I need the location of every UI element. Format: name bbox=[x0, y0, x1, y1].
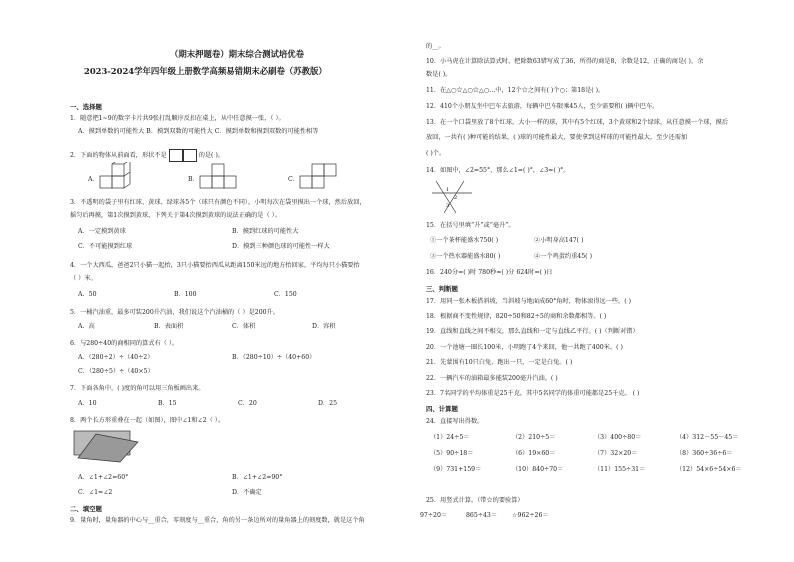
calc-item: （12）54×6÷54×6＝ bbox=[676, 466, 742, 473]
question-19: 19．直线和直线之间不相交，那么直线和一定与直线乙平行。( )（判断对错） bbox=[426, 328, 639, 335]
question-15: 15．在括号里填“升”或“毫升”。 bbox=[426, 222, 515, 229]
question-1-options: A．摸到单数的可能性大 B．摸到双数的可能性大 C．摸到单数和摸到双数的可能性相等 bbox=[78, 128, 319, 135]
cube-figure-a-icon bbox=[98, 162, 158, 194]
angle-label-3: 3 bbox=[446, 203, 450, 209]
q4-option-a: A．50 bbox=[78, 291, 97, 298]
question-4: 4．一个大西瓜，爸爸2只小猫一起抬，3只小猫要抬西瓜从距离150米远的地方抬回家，平均每只小猫要抬 bbox=[70, 262, 360, 269]
q6-option-a: A．（280÷2）÷（40÷2） bbox=[78, 354, 154, 361]
q3-option-c: C．不可能摸到红球 bbox=[78, 243, 133, 250]
cube-figure-c-icon bbox=[298, 162, 358, 194]
calc-item: （5）90÷18＝ bbox=[430, 450, 474, 457]
question-14: 14．如图中，∠2=55°，那么∠1=( )°，∠3=( )°。 bbox=[426, 167, 570, 174]
calc-item: （8）360÷36÷6＝ bbox=[676, 450, 733, 457]
section-choice: 一、选择题 bbox=[70, 103, 102, 111]
angle-label-1: 1 bbox=[446, 187, 450, 193]
question-15-item-4: ④一个鸡蛋约重45( ) bbox=[534, 253, 592, 260]
q8-option-a: A．∠1+∠2=60° bbox=[78, 474, 129, 481]
q7-option-d: D．25 bbox=[318, 400, 338, 407]
q8-option-b: B．∠1+∠2=90° bbox=[232, 474, 283, 481]
vertical-calc-1: 97÷20＝ bbox=[420, 512, 448, 519]
calc-item: （6）19×60＝ bbox=[512, 450, 556, 457]
question-3: 3．不透明的袋子里有红球、黄球、绿球各5个（球只有颜色不同），小明每次在袋里摸出一个球，然后放回， bbox=[70, 199, 366, 206]
section-fill-in: 二、填空题 bbox=[70, 505, 102, 513]
square-shape-icon bbox=[169, 149, 183, 162]
question-15-item-3: ③一个热水器能盛水80( ) bbox=[430, 253, 501, 260]
question-4-line2: （ ）米。 bbox=[70, 275, 97, 282]
exam-subtitle: 2023-2024学年四年级上册数学高频易错期末必刷卷（苏教版） bbox=[84, 66, 327, 76]
q5-option-b: B．表面积 bbox=[154, 323, 184, 330]
q3-option-b: B．摸到红球的可能性大 bbox=[232, 228, 299, 235]
question-13-line2: 放回，一共有( )种可能的结果，( )球的可能性最大，要使拿到这样球的可能性最大，至少还需加 bbox=[426, 134, 688, 141]
q7-option-a: A．10 bbox=[78, 400, 97, 407]
section-true-false: 三、判断题 bbox=[426, 285, 458, 293]
question-6: 6．与280÷40的商相同的算式有（ ）。 bbox=[70, 340, 179, 347]
question-17: 17．用同一张木板搭斜坡，当斜坡与地面成60°角时，物体滚得远一些。( ) bbox=[426, 298, 632, 305]
question-12: 12．410个小朋友坐中巴车去旅游，每辆中巴车限乘45人，至少需要租( )辆中巴车。 bbox=[426, 103, 659, 110]
question-16: 16．240分=( )时 780秒=( )分 624时=( )日 bbox=[426, 269, 553, 276]
q5-option-a: A．高 bbox=[78, 323, 95, 330]
q7-option-b: B．15 bbox=[158, 400, 177, 407]
question-7: 7．下面各角中，( )度的角可以用三角板画出来。 bbox=[70, 385, 205, 392]
q3-option-a: A．一定摸到黄球 bbox=[78, 228, 126, 235]
calc-item: （9）731+159＝ bbox=[430, 466, 482, 473]
angle-label-2: 2 bbox=[454, 195, 458, 201]
question-5: 5．一桶汽油重，最多可装200升汽油，我们说这个汽油桶的（ ）是200升。 bbox=[70, 309, 279, 316]
question-10-line2: 数是( )。 bbox=[426, 71, 452, 78]
question-1: 1．随意把1~9的数字卡片共9张打乱顺序反扣在桌上，从中任意摸一张，（ ）。 bbox=[70, 115, 285, 122]
question-2: 2．下面的物体从前面看，形状不是 的是( )。 bbox=[70, 149, 224, 162]
q8-option-c: C．∠1=∠2 bbox=[78, 489, 113, 496]
q4-option-c: C．150 bbox=[274, 291, 297, 298]
question-15-item-1: ①一个茶杯能盛水750( ) bbox=[430, 237, 499, 244]
calc-item: （2）210÷5＝ bbox=[512, 434, 556, 441]
question-3-line2: 摇匀后再摸，第1次摸到黄球，下列关于第4次摸到黄球的说法正确的是（ ）。 bbox=[70, 212, 281, 219]
overlapping-rectangles-figure bbox=[72, 428, 142, 464]
q6-option-c: C．（280÷5）÷（40×5） bbox=[78, 368, 154, 375]
square-shape-icon bbox=[183, 149, 197, 162]
question-13: 13．在一个口袋里放了8个红球，大小一样的球，其中有5个红球，3个黄球和2个绿球，从任意摸一个球，摸后 bbox=[426, 119, 729, 126]
q5-option-c: C．体积 bbox=[232, 323, 256, 330]
question-10: 10．小马虎在计算除法算式时，把除数63错写成了36，所得的商是8，余数是12，正确的商是( )，余 bbox=[426, 58, 704, 65]
q2-option-b: B． bbox=[188, 176, 199, 183]
question-20: 20．一个池塘一圈长100米，小明跑了4个来回，他一共跑了400米。( ) bbox=[426, 344, 623, 351]
calc-item: （3）400÷80＝ bbox=[594, 434, 642, 441]
q8-option-d: D．不确定 bbox=[232, 489, 262, 496]
question-23: 23．7名同学的平均体重是25千克，其中5名同学的体重可能都是25千克。 ( ) bbox=[426, 390, 640, 397]
q4-option-b: B．100 bbox=[174, 291, 197, 298]
q3-option-d: D．摸到三种颜色球的可能性一样大 bbox=[232, 243, 330, 250]
calc-item: （11）155÷31＝ bbox=[594, 466, 646, 473]
q7-option-c: C．20 bbox=[238, 400, 257, 407]
calc-item: （7）32×20＝ bbox=[594, 450, 638, 457]
q2-option-a: A． bbox=[88, 176, 99, 183]
calc-item: （1）24÷5＝ bbox=[430, 434, 470, 441]
question-13-line3: ( )个。 bbox=[426, 150, 446, 157]
vertical-calc-2: 865÷43＝ bbox=[466, 512, 498, 519]
question-25: 25．用竖式计算。（带☆的要验算） bbox=[426, 497, 524, 504]
q6-option-b: B．（280÷10）÷（40+60） bbox=[232, 354, 316, 361]
calc-item: （10）840÷70＝ bbox=[512, 466, 564, 473]
question-11: 11．在△○☆△○☆△○…中，12个☆之间有( )个○；第18是( )。 bbox=[426, 87, 605, 94]
question-21: 21．先蒙围有10只白兔，跑出一只，一定是白兔。( ) bbox=[426, 359, 573, 366]
q5-option-d: D．容积 bbox=[312, 323, 336, 330]
calc-item: （4）312－55－45＝ bbox=[676, 434, 739, 441]
question-22: 22．一辆汽车的油箱最多能装200毫升汽油。( ) bbox=[426, 375, 558, 382]
section-calculation: 四、计算题 bbox=[426, 405, 458, 413]
question-18: 18．根据商不变性规律，820÷50和82÷5的商和余数都相等。( ) bbox=[426, 313, 607, 320]
intersecting-lines-figure bbox=[430, 177, 474, 215]
question-15-item-2: ②小明身高147( ) bbox=[534, 237, 584, 244]
q2-option-c: C． bbox=[288, 176, 299, 183]
cube-figure-b-icon bbox=[198, 162, 258, 194]
question-8: 8．两个长方形重叠在一起（如图），图中∠1和∠2（ ）。 bbox=[70, 417, 225, 424]
question-24: 24．直接写出得数。 bbox=[426, 418, 484, 425]
exam-title: （期末押题卷）期末综合测试培优卷 bbox=[170, 49, 304, 59]
question-9: 9．量角时，量角器的中心与__重合，零刻度与__重合，角的另一条边所对的量角器上的刻度数，就是这个角 bbox=[70, 517, 365, 524]
vertical-calc-3: ☆962÷26＝ bbox=[512, 512, 549, 519]
question-9-continued: 的__。 bbox=[426, 43, 445, 50]
